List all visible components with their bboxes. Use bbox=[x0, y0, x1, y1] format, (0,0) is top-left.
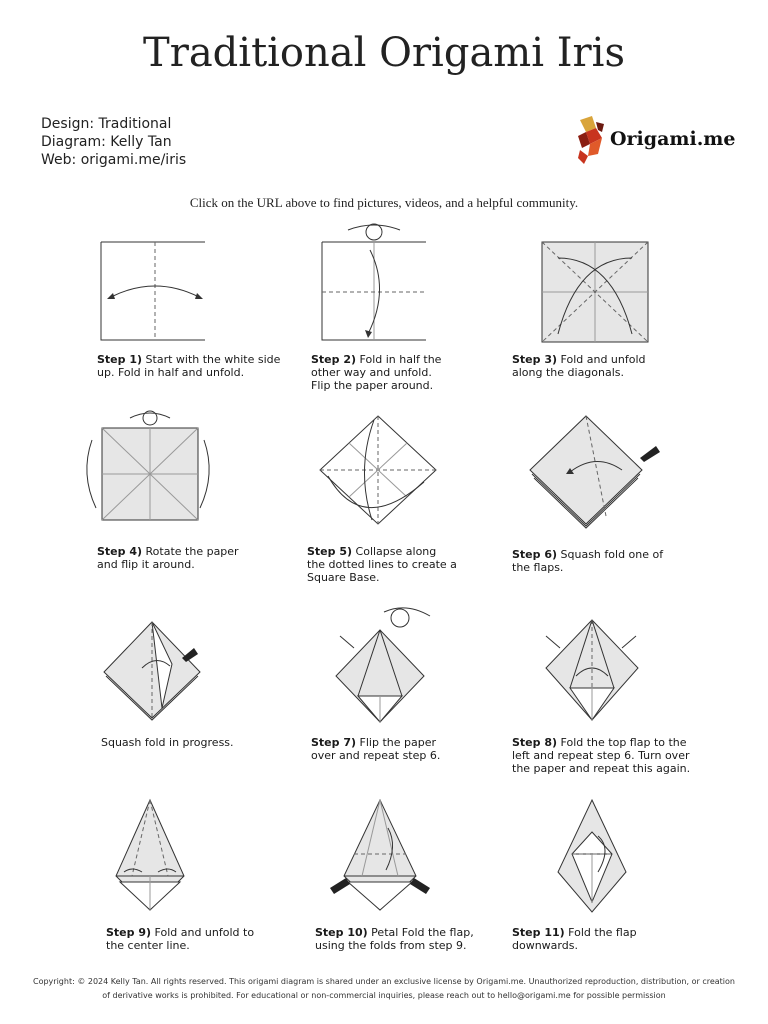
instruction-text: Click on the URL above to find pictures, videos, and a helpful community. bbox=[189, 195, 579, 210]
step-7-caption: Step 7) Flip the paper over and repeat step 6. bbox=[311, 736, 441, 762]
step-9-diagram bbox=[106, 796, 196, 914]
step-9-caption: Step 9) Fold and unfold to the center line. bbox=[106, 926, 255, 952]
copyright-line-2: of derivative works is prohibited. For educational or non-commercial inquiries, please reach out to hello@origami.me for possible permission bbox=[102, 991, 666, 1000]
web-link[interactable]: Web: origami.me/iris bbox=[41, 152, 187, 168]
squash-progress-caption: Squash fold in progress. bbox=[101, 736, 234, 749]
logo-text: Origami.me bbox=[610, 128, 736, 150]
step-8-caption: Step 8) Fold the top flap to the left and repeat step 6. Turn over the paper and repeat this again. bbox=[512, 736, 691, 775]
step-2-caption: Step 2) Fold in half the other way and unfold. Flip the paper around. bbox=[311, 353, 442, 392]
step-5-caption: Step 5) Collapse along the dotted lines to create a Square Base. bbox=[307, 545, 457, 584]
step-5-diagram bbox=[312, 410, 444, 534]
page-title: Traditional Origami Iris bbox=[143, 30, 625, 76]
step-11-caption: Step 11) Fold the flap downwards. bbox=[512, 926, 637, 952]
squash-in-progress-diagram bbox=[100, 618, 210, 722]
step-10-diagram bbox=[328, 796, 432, 914]
step-2-diagram bbox=[318, 220, 430, 345]
copyright-line-1: Copyright: © 2024 Kelly Tan. All rights reserved. This origami diagram is shared under an exclusive license by Origami.me. Unauthorized reproduction, distribution, or creation bbox=[33, 977, 735, 986]
crane-logo-icon bbox=[574, 114, 610, 168]
step-1-diagram bbox=[97, 237, 209, 345]
step-3-caption: Step 3) Fold and unfold along the diagonals. bbox=[512, 353, 646, 379]
step-6-diagram bbox=[526, 412, 662, 530]
step-10-caption: Step 10) Petal Fold the flap, using the folds from step 9. bbox=[315, 926, 474, 952]
step-11-diagram bbox=[546, 796, 636, 916]
diagram-credit: Diagram: Kelly Tan bbox=[41, 134, 172, 150]
origami-me-logo[interactable] bbox=[574, 114, 744, 168]
step-3-diagram bbox=[538, 238, 652, 346]
step-4-caption: Step 4) Rotate the paper and flip it around. bbox=[97, 545, 239, 571]
step-7-diagram bbox=[328, 604, 438, 728]
step-1-caption: Step 1) Start with the white side up. Fold in half and unfold. bbox=[97, 353, 281, 379]
diagram-meta bbox=[41, 115, 186, 169]
step-4-diagram bbox=[78, 408, 218, 526]
step-6-caption: Step 6) Squash fold one of the flaps. bbox=[512, 548, 664, 574]
step-8-diagram bbox=[532, 616, 650, 728]
copyright-footer bbox=[0, 975, 768, 1003]
design-credit: Design: Traditional bbox=[41, 116, 172, 132]
